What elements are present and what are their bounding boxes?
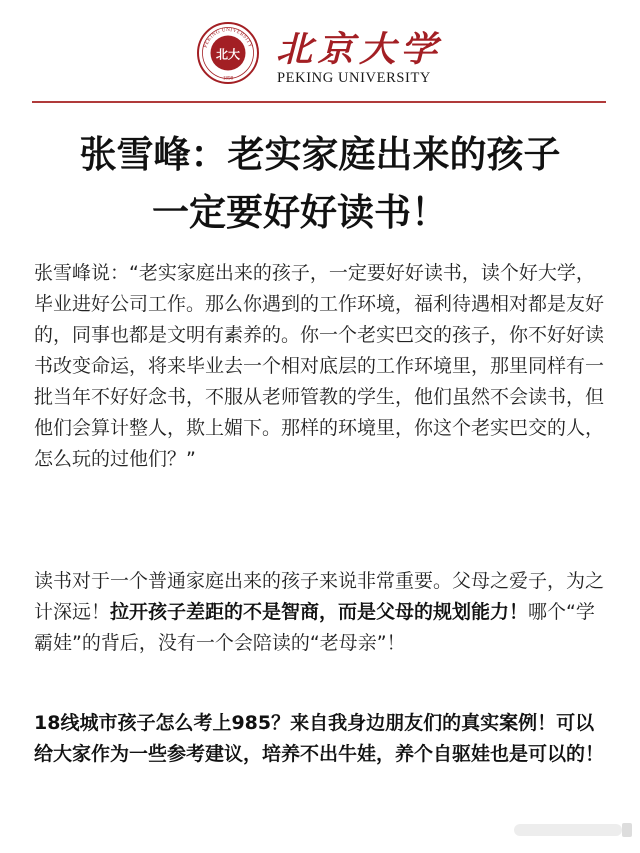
seal-year: 1898: [222, 75, 234, 82]
logo-name-cn: [276, 28, 446, 68]
seal-glyph: 北大: [215, 47, 241, 62]
header: [0, 22, 640, 92]
paragraph-2-text-b: 哪个“学霸娃”的背后，没有一个会陪读的“老母亲”！: [34, 601, 595, 654]
seal-top-text: PEKING UNIVERSITY: [202, 26, 254, 49]
paragraph-3: 18线城市孩子怎么考上985？来自我身边朋友们的真实案例！可以给大家作为一些参考建议，培养不出牛娃，养个自驱娃也是可以的！: [34, 712, 605, 765]
header-divider: [32, 101, 606, 103]
paragraph-2-text-a: 读书对于一个普通家庭出来的孩子来说非常重要。父母之爱子，为之计深远！: [34, 570, 605, 623]
watermark-blur: [514, 819, 634, 841]
logo-name-cn-text: 北京大学: [276, 29, 442, 68]
peking-university-seal-icon: [197, 22, 259, 84]
title-line-2: 一定要好好读书！: [152, 191, 448, 234]
paragraph-2-emphasis: 拉开孩子差距的不是智商，而是父母的规划能力！: [110, 601, 529, 623]
logo-name-en: PEKING UNIVERSITY: [277, 70, 431, 86]
paragraph-2: [34, 566, 612, 659]
article-title: [0, 126, 640, 242]
paragraph-1: 张雪峰说：“老实家庭出来的孩子，一定要好好读书，读个好大学，毕业进好公司工作。那么你遇到的工作环境，福利待遇相对都是友好的，同事也都是文明有素养的。你一个老实巴交的孩子，你不好好读书改变命运，将来毕业去一个相对底层的工作环境里，那里同样有一批当年不好好念书，不服从老师管教的学生，他们虽然不会读书，但他们会算计整人，欺上媚下。那样的环境里，你这个老实巴交的人，怎么玩的过他们？”: [34, 262, 605, 470]
title-line-1: 张雪峰：老实家庭出来的孩子: [79, 133, 561, 176]
